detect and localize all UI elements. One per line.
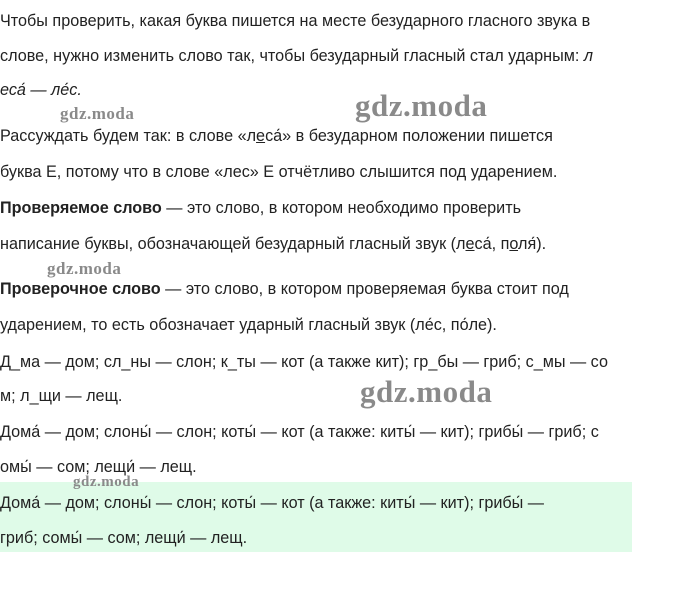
exercise-task-line-1: Д_ма — дом; сл_ны — слон; к_ты — кот (а также кит); гр_бы — гриб; с_мы — со	[0, 353, 608, 371]
checked-word-def-a: — это слово, в котором необходимо проверить	[161, 199, 522, 217]
reasoning-word-l: л	[246, 127, 257, 145]
watermark: gdz.moda	[360, 374, 493, 409]
watermark: gdz.moda	[355, 88, 488, 123]
rule-line-1: Чтобы проверить, какая буква пишется на месте безударного гласного звука в	[0, 12, 591, 30]
exercise-answer-line-2: омы́ — сом; лещи́ — лещ.	[0, 458, 197, 476]
checked-word-line-2	[0, 234, 680, 254]
checked-word-term: Проверяемое слово	[0, 199, 162, 217]
checked-example-part: са́, п	[474, 235, 510, 253]
checked-example-part: ля́	[518, 235, 537, 253]
rule-line-2	[0, 46, 680, 66]
watermark: gdz.moda	[73, 474, 140, 490]
rule-example-line: еса́ — ле́с.	[0, 81, 82, 99]
checked-word-def-b: написание буквы, обозначающей безударный гласный звук (	[0, 235, 457, 253]
check-word-line-1	[0, 279, 680, 299]
check-word-term: Проверочное слово	[0, 280, 161, 298]
check-word-def-a: — это слово, в котором проверяемая буква стоит под	[160, 280, 569, 298]
rule-example-start: л	[583, 47, 593, 65]
checked-word-line-1	[0, 198, 680, 218]
reasoning-line-1	[0, 126, 680, 146]
reasoning-line-2: буква Е, потому что в слове «лес» Е отчётливо слышится под ударением.	[0, 163, 558, 181]
exercise-task-line-2: м; л_щи — лещ.	[0, 387, 123, 405]
check-word-line-2: ударением, то есть обозначает ударный гласный звук (ле́с, по́ле).	[0, 316, 497, 334]
checked-example-vowel: е	[465, 235, 475, 253]
checked-example-part: л	[456, 235, 466, 253]
checked-word-def-end: ).	[536, 235, 547, 253]
watermark: gdz.moda	[47, 259, 122, 278]
watermark: gdz.moda	[60, 104, 135, 123]
reasoning-word-e: е	[256, 127, 266, 145]
rule-line-2-text: слове, нужно изменить слово так, чтобы безударный гласный стал ударным:	[0, 47, 584, 65]
highlight-answer-line-1: Дома́ — дом; слоны́ — слон; коты́ — кот (а также: киты́ — кит); грибы́ —	[0, 494, 544, 512]
checked-example-vowel: о	[509, 235, 519, 253]
highlight-answer-line-2: гриб; сомы́ — сом; лещи́ — лещ.	[0, 529, 248, 547]
exercise-answer-line-1: Дома́ — дом; слоны́ — слон; коты́ — кот (а также: киты́ — кит); грибы́ — гриб; с	[0, 423, 599, 441]
reasoning-text-a: Рассуждать будем так: в слове «	[0, 127, 247, 145]
reasoning-word-rest: са́	[265, 127, 283, 145]
reasoning-text-b: » в безударном положении пишется	[282, 127, 553, 145]
